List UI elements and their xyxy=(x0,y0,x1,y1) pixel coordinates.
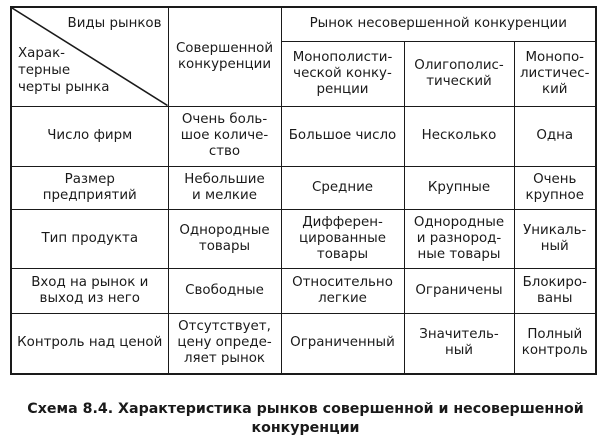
cell-oligopoly: Ограничены xyxy=(404,268,514,313)
header-perfect: Совершенной конкуренции xyxy=(168,7,281,106)
row-label: Контроль над ценой xyxy=(11,313,168,374)
cell-perfect: Отсутствует, цену опреде- ляет рынок xyxy=(168,313,281,374)
cell-mono-comp: Большое число xyxy=(281,106,404,166)
corner-cell xyxy=(11,7,168,106)
header-oligopoly: Олигополис- тический xyxy=(404,41,514,106)
cell-perfect: Очень боль- шое количе- ство xyxy=(168,106,281,166)
cell-oligopoly: Несколько xyxy=(404,106,514,166)
cell-oligopoly: Однородные и разнород- ные товары xyxy=(404,209,514,268)
market-characteristics-table-wrap xyxy=(10,6,595,373)
cell-oligopoly: Значитель- ный xyxy=(404,313,514,374)
cell-perfect: Небольшие и мелкие xyxy=(168,166,281,209)
cell-monopoly: Полный контроль xyxy=(514,313,596,374)
cell-mono-comp: Дифферен- цированные товары xyxy=(281,209,404,268)
corner-top-label: Виды рынков xyxy=(67,16,162,31)
corner-bottom-label: Харак- терные черты рынка xyxy=(18,45,110,95)
row-label: Число фирм xyxy=(11,106,168,166)
row-label: Тип продукта xyxy=(11,209,168,268)
cell-mono-comp: Ограниченный xyxy=(281,313,404,374)
header-imperfect: Рынок несовершенной конкуренции xyxy=(281,7,596,41)
cell-monopoly: Одна xyxy=(514,106,596,166)
cell-monopoly: Очень крупное xyxy=(514,166,596,209)
table-row xyxy=(11,209,596,268)
cell-mono-comp: Средние xyxy=(281,166,404,209)
header-monopoly: Монопо- листичес- кий xyxy=(514,41,596,106)
header-mono-comp: Монополисти- ческой конку- ренции xyxy=(281,41,404,106)
market-characteristics-table xyxy=(10,6,597,375)
table-row xyxy=(11,268,596,313)
cell-oligopoly: Крупные xyxy=(404,166,514,209)
row-label: Размер предприятий xyxy=(11,166,168,209)
table-row xyxy=(11,166,596,209)
figure-caption: Схема 8.4. Характеристика рынков совершенной и несовершенной конкуренции xyxy=(27,401,584,436)
cell-perfect: Свободные xyxy=(168,268,281,313)
cell-monopoly: Уникаль- ный xyxy=(514,209,596,268)
cell-mono-comp: Относительно легкие xyxy=(281,268,404,313)
cell-monopoly: Блокиро- ваны xyxy=(514,268,596,313)
cell-perfect: Однородные товары xyxy=(168,209,281,268)
row-label: Вход на рынок и выход из него xyxy=(11,268,168,313)
table-row xyxy=(11,313,596,374)
table-row xyxy=(11,106,596,166)
